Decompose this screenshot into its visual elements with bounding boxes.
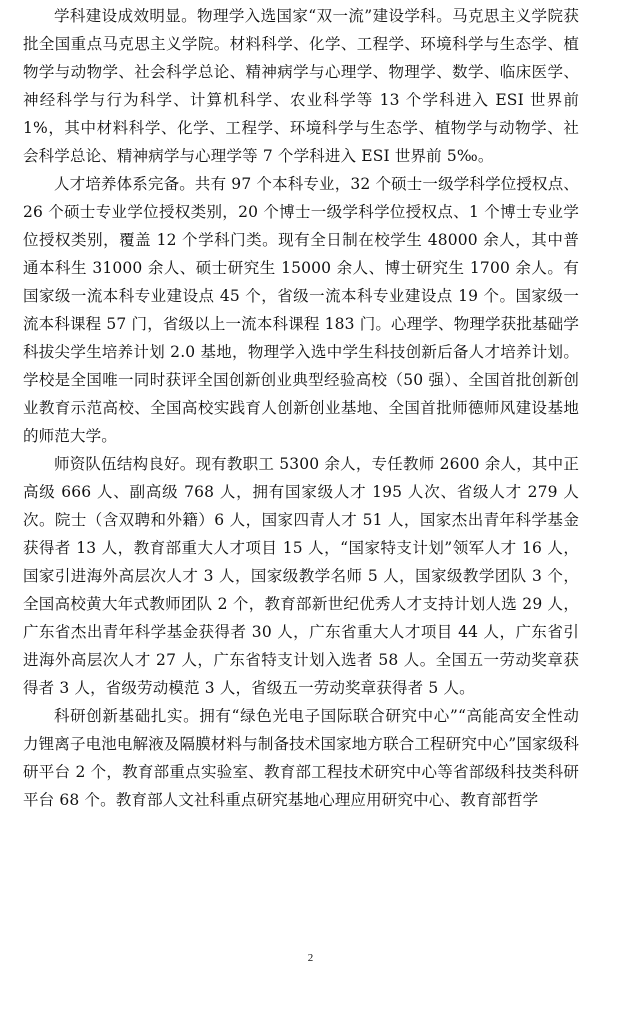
paragraph-talent-cultivation: 人才培养体系完备。共有 97 个本科专业，32 个硕士一级学科学位授权点、26 个硕士专业学位授权类别，20 个博士一级学科学位授权点、1 个博士专业学位授权类别，覆盖 12 个学科门类。现有全日制在校学生 48000 余人，其中普通本科生 31000 余人、硕士研究生 15000 余人、博士研究生 1700 余人。有国家级一流本科专业建设点 45 个，省级一流本科专业建设点 19 个。国家级一流本科课程 57 门，省级以上一流本科课程 183 门。心理学、物理学获批基础学科拔尖学生培养计划 2.0 基地，物理学入选中学生科技创新后备人才培养计划。学校是全国唯一同时获评全国创新创业典型经验高校（50 强）、全国首批创新创业教育示范高校、全国高校实践育人创新创业基地、全国首批师德师风建设基地的师范大学。 [23,175,579,445]
paragraph-research: 科研创新基础扎实。拥有“绿色光电子国际联合研究中心”“高能高安全性动力锂离子电池电解液及隔膜材料与制备技术国家地方联合工程研究中心”国家级科研平台 2 个，教育部重点实验室、教育部工程技术研究中心等省部级科技类科研平台 68 个。教育部人文社科重点研究基地心理应用研究中心、教育部哲学 [23,707,579,809]
paragraph-faculty: 师资队伍结构良好。现有教职工 5300 余人，专任教师 2600 余人，其中正高级 666 人、副高级 768 人，拥有国家级人才 195 人次、省级人才 279 人次。院士（含双聘和外籍）6 人，国家四青人才 51 人，国家杰出青年科学基金获得者 13 人，教育部重大人才项目 15 人，“国家特支计划”领军人才 16 人，国家引进海外高层次人才 3 人，国家级教学名师 5 人，国家级教学团队 3 个，全国高校黄大年式教师团队 2 个，教育部新世纪优秀人才支持计划人选 29 人，广东省杰出青年科学基金获得者 30 人，广东省重大人才项目 44 人，广东省引进海外高层次人才 27 人，广东省特支计划入选者 58 人。全国五一劳动奖章获得者 3 人，省级劳动模范 3 人，省级五一劳动奖章获得者 5 人。 [23,455,579,697]
document-page [23,2,579,814]
page-number: 2 [307,952,314,964]
paragraph-discipline-construction: 学科建设成效明显。物理学入选国家“双一流”建设学科。马克思主义学院获批全国重点马克思主义学院。材料科学、化学、工程学、环境科学与生态学、植物学与动物学、社会科学总论、精神病学与心理学、物理学、数学、临床医学、神经科学与行为科学、计算机科学、农业科学等 13 个学科进入 ESI 世界前 1%，其中材料科学、化学、工程学、环境科学与生态学、植物学与动物学、社会科学总论、精神病学与心理学等 7 个学科进入 ESI 世界前 5‰。 [23,7,579,165]
